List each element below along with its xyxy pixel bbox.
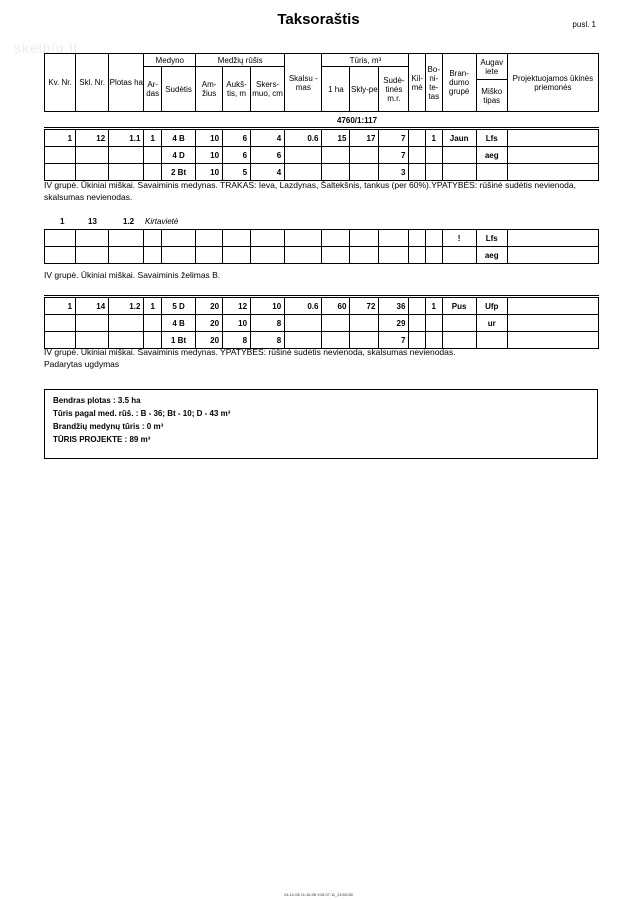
table-cell (45, 164, 76, 181)
table-cell (76, 164, 109, 181)
table-cell (45, 247, 76, 264)
table-cell (109, 230, 144, 247)
table-cell (223, 247, 251, 264)
table-cell: 72 (350, 298, 379, 315)
header-misko-tipas: Miško tipas (476, 80, 507, 112)
table-cell-priemones (507, 247, 598, 264)
header-amzius: Am-žius (196, 67, 223, 112)
header-ardas: Ar-das (144, 67, 162, 112)
table-cell (144, 230, 162, 247)
table-cell: ! (442, 230, 476, 247)
header-sudetines: Sudė-tinės m.r. (379, 67, 409, 112)
table-cell: 4 B (161, 130, 195, 147)
table-cell (45, 230, 76, 247)
section-2-description: IV grupė. Ūkiniai miškai. Savaiminis želimas B. (44, 270, 221, 280)
table-cell: Lfs (476, 130, 507, 147)
table-cell (109, 247, 144, 264)
summary-total-area: Bendras plotas : 3.5 ha (53, 396, 141, 405)
section-3-table (44, 297, 599, 349)
table-cell (144, 164, 162, 181)
table-cell: 1 (425, 298, 442, 315)
header-table (44, 53, 599, 112)
table-cell (285, 164, 322, 181)
section-2-skl: 13 (88, 217, 97, 226)
table-cell (76, 230, 109, 247)
table-cell (322, 247, 350, 264)
table-cell: 2 Bt (161, 164, 195, 181)
header-medziu-rusis: Medžių rūšis (196, 54, 285, 67)
table-cell (350, 164, 379, 181)
table-row (45, 230, 599, 247)
table-cell: 1 (425, 130, 442, 147)
table-cell: 20 (196, 298, 223, 315)
table-cell (409, 147, 426, 164)
table-cell: 1 Bt (161, 332, 195, 349)
table-cell (350, 147, 379, 164)
table-cell (322, 164, 350, 181)
table-cell (425, 315, 442, 332)
table-cell (251, 230, 285, 247)
table-cell: 7 (379, 147, 409, 164)
table-cell: ur (476, 315, 507, 332)
summary-project-volume: TŪRIS PROJEKTE : 89 m³ (53, 435, 151, 444)
section-2-kv: 1 (60, 217, 65, 226)
table-cell (45, 315, 76, 332)
table-cell: 10 (196, 130, 223, 147)
table-cell: 29 (379, 315, 409, 332)
table-cell: 1 (144, 298, 162, 315)
section-1-table (44, 129, 599, 181)
table-cell (196, 230, 223, 247)
header-kilme: Kil-mė (409, 54, 426, 112)
table-cell-priemones (507, 164, 598, 181)
table-cell (251, 247, 285, 264)
header-kv: Kv. Nr. (45, 54, 76, 112)
table-row (45, 164, 599, 181)
table-cell (425, 147, 442, 164)
table-cell: 14 (76, 298, 109, 315)
table-cell: Lfs (476, 230, 507, 247)
table-cell-priemones (507, 298, 598, 315)
table-cell: Jaun (442, 130, 476, 147)
section-3-note: Padarytas ugdymas (44, 359, 120, 369)
table-cell: 0.6 (285, 130, 322, 147)
table-cell (409, 247, 426, 264)
table-cell (161, 247, 195, 264)
header-skersmuo: Skers-muo, cm (251, 67, 285, 112)
table-cell: 1.1 (109, 130, 144, 147)
header-sklype: Skly-pe (350, 67, 379, 112)
table-cell: 60 (322, 298, 350, 315)
header-sudetis: Sudėtis (161, 67, 195, 112)
table-cell (144, 315, 162, 332)
watermark: skelbiu.lt (14, 40, 79, 56)
table-row (45, 147, 599, 164)
table-cell: 12 (223, 298, 251, 315)
table-cell: 20 (196, 315, 223, 332)
table-cell (144, 147, 162, 164)
table-cell (350, 315, 379, 332)
header-aukstis: Aukš-tis, m (223, 67, 251, 112)
header-augaviete: Augav iete (476, 54, 507, 80)
table-cell: 3 (379, 164, 409, 181)
header-skl: Skl. Nr. (76, 54, 109, 112)
table-cell-priemones (507, 315, 598, 332)
table-cell (109, 164, 144, 181)
table-cell (109, 147, 144, 164)
table-cell: 1 (144, 130, 162, 147)
table-cell (409, 230, 426, 247)
table-cell (223, 230, 251, 247)
table-cell (442, 147, 476, 164)
summary-box (44, 389, 598, 459)
table-cell (285, 315, 322, 332)
table-cell (409, 298, 426, 315)
table-cell: Pus (442, 298, 476, 315)
table-cell-priemones (507, 130, 598, 147)
header-skalsumas: Skalsu - mas (285, 54, 322, 112)
footer-stamp: 24.12.06 11:16:35 X15.07.11_21/02/30 (284, 892, 353, 897)
table-row (45, 298, 599, 315)
table-cell: Ufp (476, 298, 507, 315)
table-cell (442, 247, 476, 264)
table-cell (425, 247, 442, 264)
table-cell: 17 (350, 130, 379, 147)
section-2-table (44, 229, 599, 264)
section-1-description: IV grupė. Ūkiniai miškai. Savaiminis medynas. TRAKAS: Ieva, Lazdynas, Šaltekšnis, tankus (per 60%).YPATYBĖS: rūšinė sudėtis nevienoda, skalsumas nevienodas. (44, 180, 576, 202)
table-cell (285, 247, 322, 264)
table-cell: aeg (476, 247, 507, 264)
table-cell: 12 (76, 130, 109, 147)
table-cell: 6 (223, 130, 251, 147)
table-row (45, 247, 599, 264)
table-cell: 10 (223, 315, 251, 332)
table-row (45, 130, 599, 147)
block-id: 4760/1:117 (337, 116, 378, 125)
table-cell (76, 147, 109, 164)
block-rule (44, 127, 599, 128)
table-cell: 1 (45, 130, 76, 147)
table-cell: 7 (379, 332, 409, 349)
table-cell (409, 130, 426, 147)
table-cell (442, 164, 476, 181)
table-cell: 10 (251, 298, 285, 315)
table-cell-priemones (507, 147, 598, 164)
table-cell (442, 315, 476, 332)
table-cell: 1.2 (109, 298, 144, 315)
table-cell: 4 D (161, 147, 195, 164)
header-bonitetas: Bo-ni-te-tas (425, 54, 442, 112)
header-1ha: 1 ha (322, 67, 350, 112)
table-cell: 0.6 (285, 298, 322, 315)
table-cell (285, 147, 322, 164)
table-cell (379, 230, 409, 247)
table-cell: 5 (223, 164, 251, 181)
table-cell: 8 (251, 315, 285, 332)
table-cell (425, 164, 442, 181)
table-cell: 8 (223, 332, 251, 349)
table-cell (322, 315, 350, 332)
table-cell: 10 (196, 147, 223, 164)
table-cell (109, 315, 144, 332)
table-cell (45, 147, 76, 164)
table-cell: 4 (251, 130, 285, 147)
table-cell (285, 230, 322, 247)
table-cell: 15 (322, 130, 350, 147)
summary-volume-by-species: Tūris pagal med. rūš. : B - 36; Bt - 10; D - 43 m³ (53, 409, 231, 418)
table-cell (425, 230, 442, 247)
table-cell: 8 (251, 332, 285, 349)
table-cell (409, 164, 426, 181)
table-cell (196, 247, 223, 264)
header-plotas: Plotas ha (109, 54, 144, 112)
table-cell (350, 247, 379, 264)
table-row (45, 315, 599, 332)
table-cell: 20 (196, 332, 223, 349)
header-turis: Tūris, m³ (322, 54, 409, 67)
table-cell (76, 247, 109, 264)
summary-mature-volume: Brandžių medynų tūris : 0 m³ (53, 422, 164, 431)
table-cell: 4 (251, 164, 285, 181)
table-cell (76, 315, 109, 332)
section-2-plotas: 1.2 (123, 217, 135, 226)
table-cell (144, 247, 162, 264)
section-3-description: IV grupė. Ūkiniai miškai. Savaiminis medynas. YPATYBĖS: rūšinė sudėtis nevienoda, skalsumas nevienodas. (44, 347, 456, 357)
header-medyno: Medyno (144, 54, 196, 67)
table-cell: 1 (45, 298, 76, 315)
table-cell (161, 230, 195, 247)
table-cell: 36 (379, 298, 409, 315)
table-cell: 6 (251, 147, 285, 164)
header-priemones: Projektuojamos ūkinės priemonės (507, 54, 598, 112)
page-number: pusl. 1 (572, 20, 596, 29)
section-2-note: Kirtavietė (145, 217, 179, 226)
table-cell (322, 230, 350, 247)
table-cell (409, 315, 426, 332)
table-cell-priemones (507, 230, 598, 247)
header-brandumo: Bran-dumo grupė (442, 54, 476, 112)
table-cell: 6 (223, 147, 251, 164)
table-cell: 10 (196, 164, 223, 181)
table-cell (322, 147, 350, 164)
table-cell (350, 230, 379, 247)
table-cell (476, 164, 507, 181)
table-cell: 4 B (161, 315, 195, 332)
table-cell: 5 D (161, 298, 195, 315)
document-title: Taksoraštis (277, 11, 360, 28)
section-3-rule (44, 295, 599, 296)
table-cell (379, 247, 409, 264)
table-cell: 7 (379, 130, 409, 147)
table-cell: aeg (476, 147, 507, 164)
